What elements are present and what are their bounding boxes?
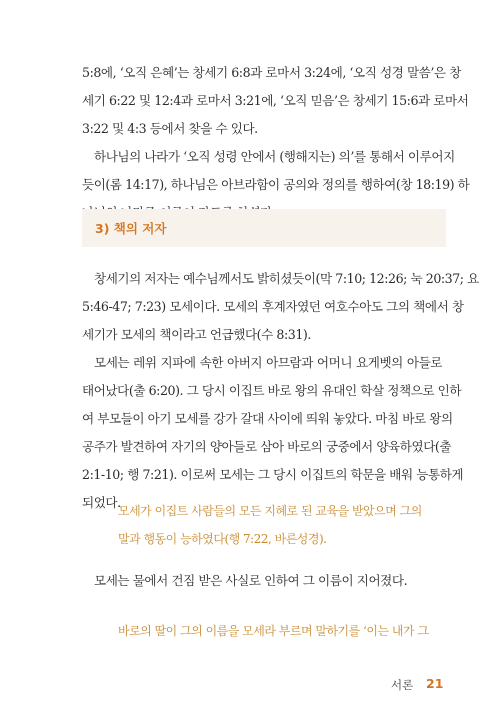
quote2-line-1: 바로의 딸이 그의 이름을 모세라 부르며 말하기를 ‘이는 내가 그 [118, 624, 429, 638]
intro-paragraph [82, 59, 469, 143]
quote1-line-2: 말과 행동이 능하였다(행 7:22, 바른성경). [118, 532, 327, 546]
author-paragraph [82, 265, 479, 349]
kingdom-line-2: 듯이(롬 14:17), 하나님은 아브라함이 공의와 정의를 행하여(창 18:19) 하 [82, 177, 470, 192]
page-number: 21 [426, 676, 444, 691]
moses-line-1: 모세는 레위 지파에 속한 아버지 아므람과 어머니 요게벳의 아들로 [94, 355, 442, 370]
footer-section-label: 서론 [391, 678, 414, 692]
moses-line-2: 태어났다(출 6:20). 그 당시 이집트 바로 왕의 유대인 학살 정책으로 인하 [82, 383, 462, 398]
quote1-line-1: 모세가 이집트 사람들의 모든 지혜로 된 교육을 받았으며 그의 [118, 504, 422, 518]
author-line-2: 5:46-47; 7:23) 모세이다. 모세의 후계자였던 여호수아도 그의 책에서 창 [82, 299, 464, 314]
intro-line-2: 세기 6:22 및 12:4과 로마서 3:21에, ‘오직 믿음’은 창세기 15:6과 로마서 [82, 93, 469, 108]
intro-line-3: 3:22 및 4:3 등에서 찾을 수 있다. [82, 121, 258, 136]
moses-line-4: 공주가 발견하여 자기의 양아들로 삼아 바로의 궁중에서 양육하였다(출 [82, 439, 452, 454]
name-paragraph [82, 567, 442, 595]
scripture-quote-2 [118, 617, 443, 645]
author-line-3: 세기가 모세의 책이라고 언급했다(수 8:31). [82, 327, 311, 342]
kingdom-line-1: 하나님의 나라가 ‘오직 성령 안에서 (행해지는) 의’를 통해서 이루어지 [94, 149, 455, 164]
moses-paragraph [82, 349, 464, 517]
intro-line-1: 5:8에, ‘오직 은혜’는 창세기 6:8과 로마서 3:24에, ‘오직 성경 말씀’은 창 [82, 65, 461, 80]
author-line-1: 창세기의 저자는 예수님께서도 밝히셨듯이(막 7:10; 12:26; 눅 20:37; 요 [94, 271, 479, 286]
scripture-quote-1 [118, 497, 443, 553]
section-heading: 3) 책의 저자 [95, 221, 167, 236]
moses-line-5: 2:1-10; 행 7:21). 이로써 모세는 그 당시 이집트의 학문을 배워 능통하게 [82, 467, 464, 482]
moses-line-3: 여 부모들이 아기 모세를 강가 갈대 사이에 띄워 놓았다. 마침 바로 왕의 [82, 411, 453, 426]
moses-line-6: 되었다. [82, 495, 121, 510]
name-line: 모세는 물에서 건짐 받은 사실로 인하여 그 이름이 지어졌다. [94, 573, 408, 588]
